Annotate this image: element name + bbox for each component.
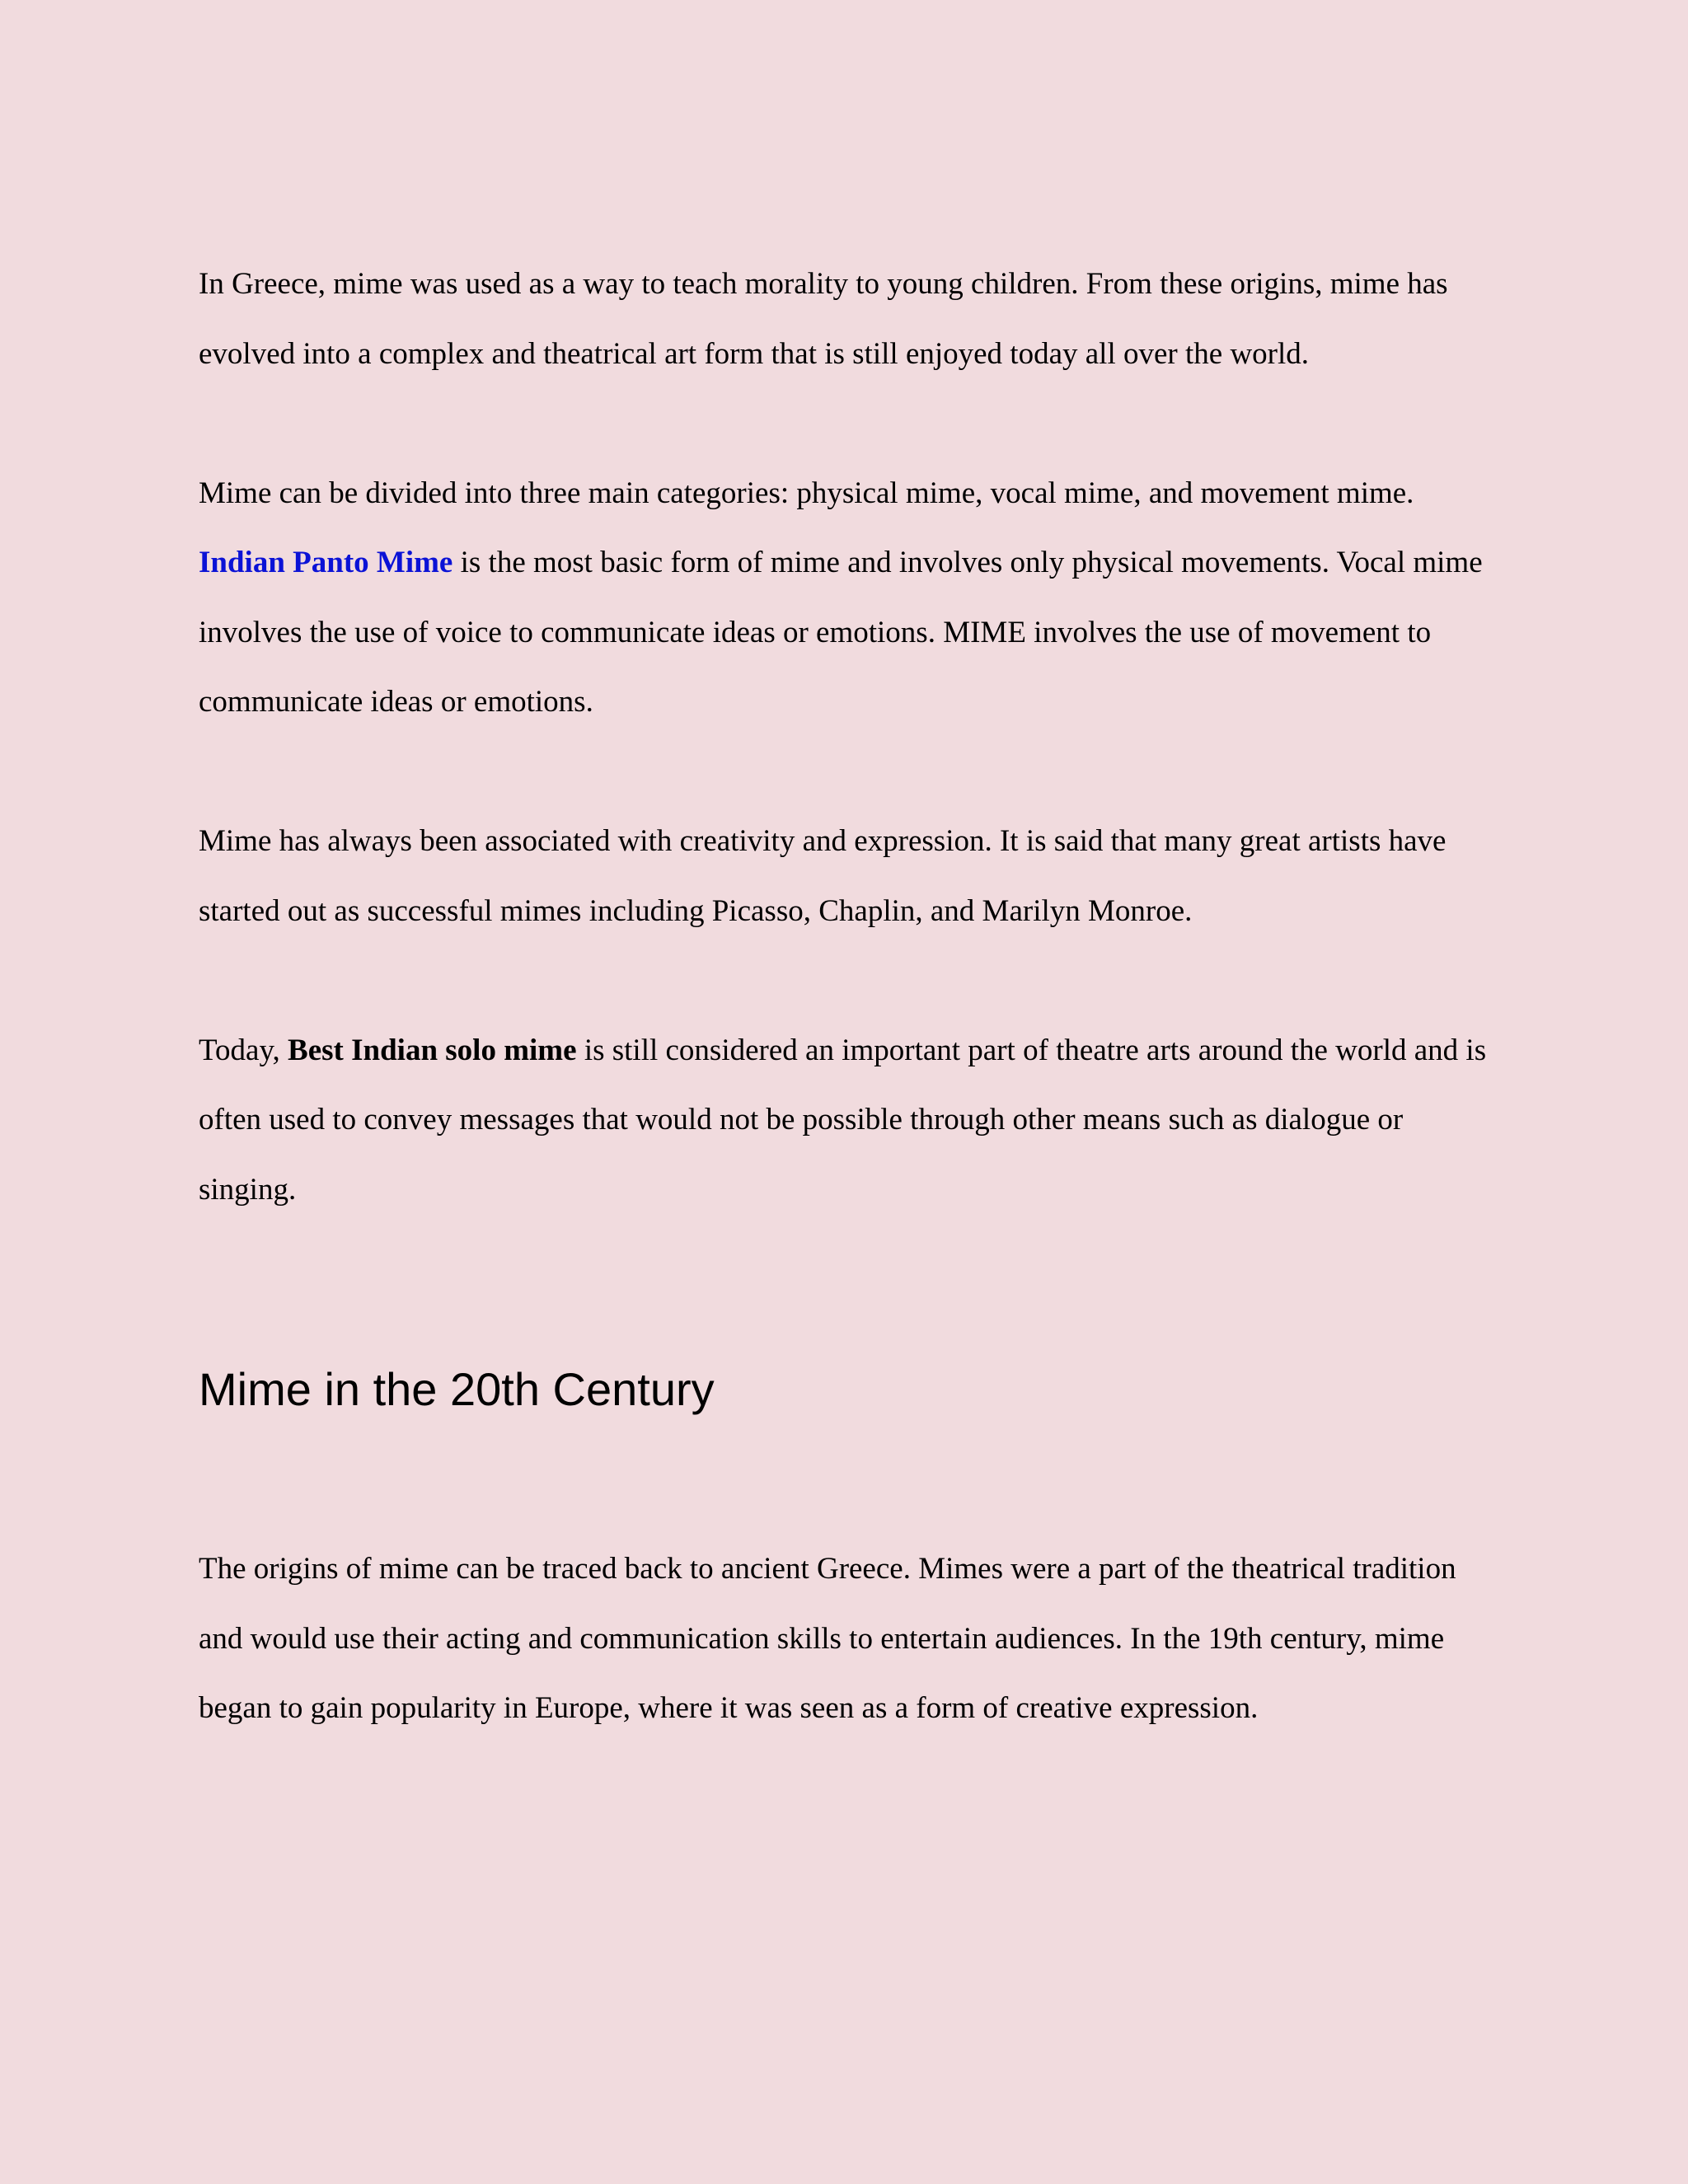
paragraph-mime-categories — [199, 459, 1501, 738]
categories-rest-text: is the most basic form of mime and involves only physical movements. Vocal mime involves the use of voice to communicate ideas or emotions. MIME involves the use of movement to communicate ideas or emotions. — [199, 546, 1483, 719]
today-rest-text: is still considered an important part of theatre arts around the world and is often used to convey messages that would not be possible through other means such as dialogue or singing. — [199, 1033, 1487, 1207]
section-heading-20th-century: Mime in the 20th Century — [199, 1363, 715, 1415]
indian-panto-mime-link[interactable]: Indian Panto Mime — [199, 546, 453, 579]
section-body — [199, 1535, 1501, 1744]
paragraph-ancient-greece: The origins of mime can be traced back to ancient Greece. Mimes were a part of the theatrical tradition and would use their acting and communication skills to entertain audiences. In the 19th century, mime began to gain popularity in Europe, where it was seen as a form of creative expression. — [199, 1552, 1456, 1725]
document-body — [199, 250, 1501, 1225]
paragraph-today — [199, 1016, 1501, 1226]
today-start-text: Today, — [199, 1033, 288, 1067]
best-indian-solo-mime-text: Best Indian solo mime — [288, 1033, 577, 1067]
paragraph-creativity: Mime has always been associated with creativity and expression. It is said that many great artists have started out as successful mimes including Picasso, Chaplin, and Marilyn Monroe. — [199, 824, 1447, 928]
paragraph-greece-origins: In Greece, mime was used as a way to teach morality to young children. From these origins, mime has evolved into a complex and theatrical art form that is still enjoyed today all over the world. — [199, 267, 1448, 371]
categories-intro-text: Mime can be divided into three main categories: physical mime, vocal mime, and movement mime. — [199, 476, 1414, 510]
